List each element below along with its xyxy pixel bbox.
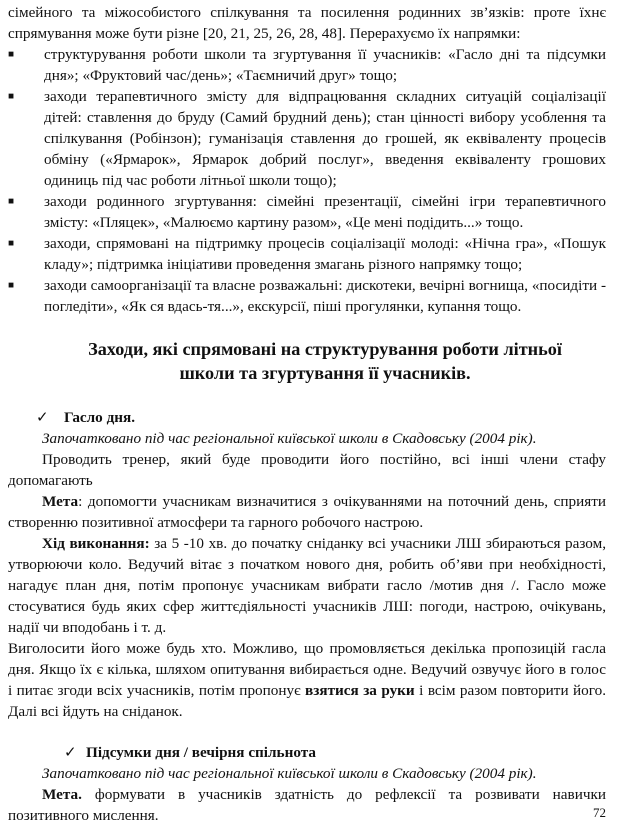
procedure-emphasis: взятися за руки: [305, 682, 415, 699]
item2-heading: [8, 742, 606, 763]
list-item-text: заходи родинного згуртування: сімейні презентації, сімейні ігри терапевтичного змісту: «Пляцек», «Малюємо картину разом», «Це мені подідить...» тощо.: [44, 193, 606, 231]
list-item: [0, 191, 620, 233]
checkmark-icon: ✓: [36, 409, 49, 426]
course-text: за 5 -10 хв. до початку сніданку всі учасники ЛШ збираються разом, утворюючи коло. Ведучий вітає з початком нового дня, робить об’яви при необхідності, нагадує план дня, потім пропонує учасникам вибрати гасло /мотив дня /. Гасло може стосуватися будь яких сфер життєдіяльності учасників ЛШ: погоди, настрою, очікувань, надії чи вподобань і т. д.: [8, 535, 606, 636]
item1-goal: [8, 491, 606, 533]
item1-heading: [8, 407, 606, 428]
checkmark-icon: ✓: [64, 744, 77, 761]
item1-origin: Започатковано під час регіональної київської школи в Скадовську (2004 рік).: [42, 430, 537, 447]
list-item: [0, 86, 620, 191]
goal-text: : допомогти учасникам визначитися з очікуваннями на поточний день, сприяти створенню позитивної атмосфери та гарного робочого настрою.: [8, 493, 606, 531]
square-bullet-icon: ■: [8, 49, 15, 60]
item2-title: Підсумки дня / вечірня спільнота: [86, 744, 316, 761]
course-label: Хід виконання:: [42, 535, 150, 552]
page-number: 72: [593, 805, 606, 820]
goal-label: Мета: [42, 493, 79, 510]
list-item-text: заходи самоорганізації та власне розважальні: дискотеки, вечірні вогнища, «посидіти - погледіти», «Як ся вдась-тя...», екскурсії, піші прогулянки, купання тощо.: [44, 277, 606, 315]
procedure-text-b: і всім разом повторити його. Далі всі йдуть на сніданок.: [8, 682, 606, 720]
intro-paragraph: сімейного та міжособистого спілкування та посилення родинних зв’язків: проте їхнє спрямування може бути різне [20, 21, 25, 26, 28, 48]. Перерахуємо їх напрямки:: [8, 4, 606, 42]
list-item: [0, 44, 620, 86]
item1-title: Гасло дня.: [64, 409, 136, 426]
square-bullet-icon: ■: [8, 91, 15, 102]
item1-procedure: [8, 638, 606, 722]
square-bullet-icon: ■: [8, 196, 15, 207]
item1-intro: Проводить тренер, який буде проводити його постійно, всі інші члени стафу допомагають: [8, 451, 606, 489]
list-item: [0, 233, 620, 275]
section-title: Заходи, які спрямовані на структурування роботи літньої школи та згуртування її учасників.: [88, 339, 562, 383]
procedure-text-a: Виголосити його може будь хто. Можливо, що промовляється декілька пропозицій гасла дня. Якщо їх є кілька, шляхом опитування вибирається одне. Ведучий озвучує його в голос і питає згоди всіх учасників, потім пропонує: [8, 640, 606, 699]
list-item: [0, 275, 620, 317]
item2-origin: Започатковано під час регіональної київської школи в Скадовську (2004 рік).: [42, 765, 537, 782]
list-item-text: заходи, спрямовані на підтримку процесів соціалізації молоді: «Нічна гра», «Пошук кладу»; підтримка ініціативи проведення змагань різного напрямку тощо;: [44, 235, 606, 273]
item1-course: [8, 533, 606, 638]
goal-label: Мета.: [42, 786, 82, 803]
goal-text: формувати в учасників здатність до рефлексії та розвивати навички позитивного мислення.: [8, 786, 606, 824]
list-item-text: заходи терапевтичного змісту для відпрацювання складних ситуацій соціалізації дітей: ставлення до бруду (Самий брудний день); стан цінності вибору усоблення та спілкування (Робінзон); гуманізація ставлення до грошей, як еквіваленту процесів обміну («Ярмарок», Ярмарок добрий послуг», введення еквіваленту грошових одиниць під час роботи літньої школи тощо);: [44, 88, 606, 189]
item2-goal: [8, 784, 606, 826]
list-item-text: структурування роботи школи та згуртування її учасників: «Гасло дні та підсумки дня»; «Фруктовий час/день»; «Таємничий друг» тощо;: [44, 46, 606, 84]
square-bullet-icon: ■: [8, 238, 15, 249]
square-bullet-icon: ■: [8, 280, 15, 291]
directions-list: [0, 44, 620, 317]
